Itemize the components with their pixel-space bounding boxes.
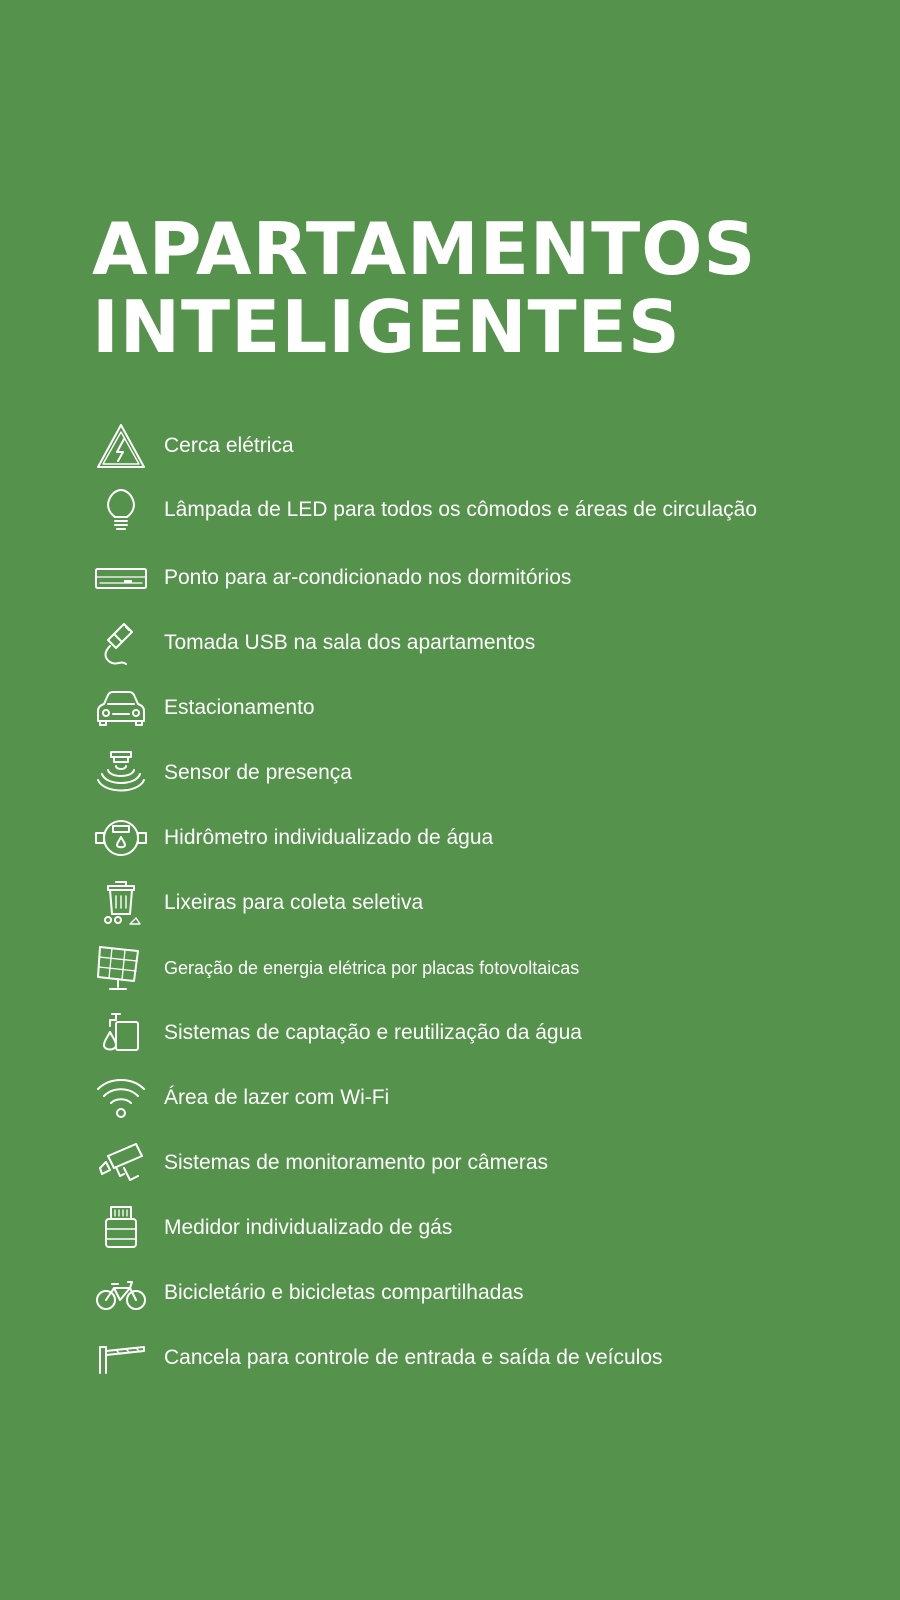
security-camera-icon <box>94 1138 148 1188</box>
water-meter-icon <box>94 813 148 863</box>
feature-list <box>94 0 884 1600</box>
feature-item-air-conditioner <box>94 553 884 603</box>
car-icon <box>94 683 148 733</box>
feature-label: Tomada USB na sala dos apartamentos <box>164 631 536 654</box>
feature-label: Área de lazer com Wi-Fi <box>164 1086 390 1109</box>
electric-fence-warning-icon <box>94 421 148 471</box>
feature-label: Ponto para ar-condicionado nos dormitórios <box>164 566 572 589</box>
feature-item-water-reuse <box>94 1008 884 1058</box>
title-line-2: INTELIGENTES <box>92 285 681 369</box>
feature-item-bike-rack <box>94 1268 884 1318</box>
feature-label: Cerca elétrica <box>164 434 294 457</box>
gas-meter-icon <box>94 1203 148 1253</box>
air-conditioner-icon <box>94 553 148 603</box>
feature-label: Medidor individualizado de gás <box>164 1216 453 1239</box>
feature-item-parking <box>94 683 884 733</box>
feature-item-presence-sensor <box>94 748 884 798</box>
usb-plug-icon <box>94 618 148 668</box>
feature-label: Lixeiras para coleta seletiva <box>164 891 424 914</box>
feature-item-water-meter <box>94 813 884 863</box>
title-line-1: APARTAMENTOS <box>92 207 757 291</box>
bicycle-icon <box>94 1268 148 1318</box>
led-bulb-icon <box>94 485 148 535</box>
feature-label: Sistemas de monitoramento por câmeras <box>164 1151 548 1174</box>
feature-label: Lâmpada de LED para todos os cômodos e áreas de circulação <box>164 498 758 521</box>
feature-item-electric-fence <box>94 421 884 471</box>
feature-label: Estacionamento <box>164 696 315 719</box>
feature-label: Bicicletário e bicicletas compartilhadas <box>164 1281 524 1304</box>
water-reuse-tank-icon <box>94 1008 148 1058</box>
feature-label: Sistemas de captação e reutilização da água <box>164 1021 582 1044</box>
feature-item-solar-energy <box>94 943 884 993</box>
wifi-icon <box>94 1073 148 1123</box>
feature-item-led-lamp <box>94 485 884 535</box>
recycling-bin-icon <box>94 878 148 928</box>
feature-item-recycling-bins <box>94 878 884 928</box>
feature-label: Hidrômetro individualizado de água <box>164 826 494 849</box>
presence-sensor-icon <box>94 748 148 798</box>
feature-item-barrier-gate <box>94 1333 884 1383</box>
barrier-gate-icon <box>94 1333 148 1383</box>
feature-label: Cancela para controle de entrada e saída de veículos <box>164 1346 663 1369</box>
feature-label: Geração de energia elétrica por placas fotovoltaicas <box>164 957 580 978</box>
feature-item-cameras <box>94 1138 884 1188</box>
solar-panel-icon <box>94 943 148 993</box>
feature-item-gas-meter <box>94 1203 884 1253</box>
feature-item-wifi <box>94 1073 884 1123</box>
feature-item-usb-outlet <box>94 618 884 668</box>
feature-label: Sensor de presença <box>164 761 352 784</box>
